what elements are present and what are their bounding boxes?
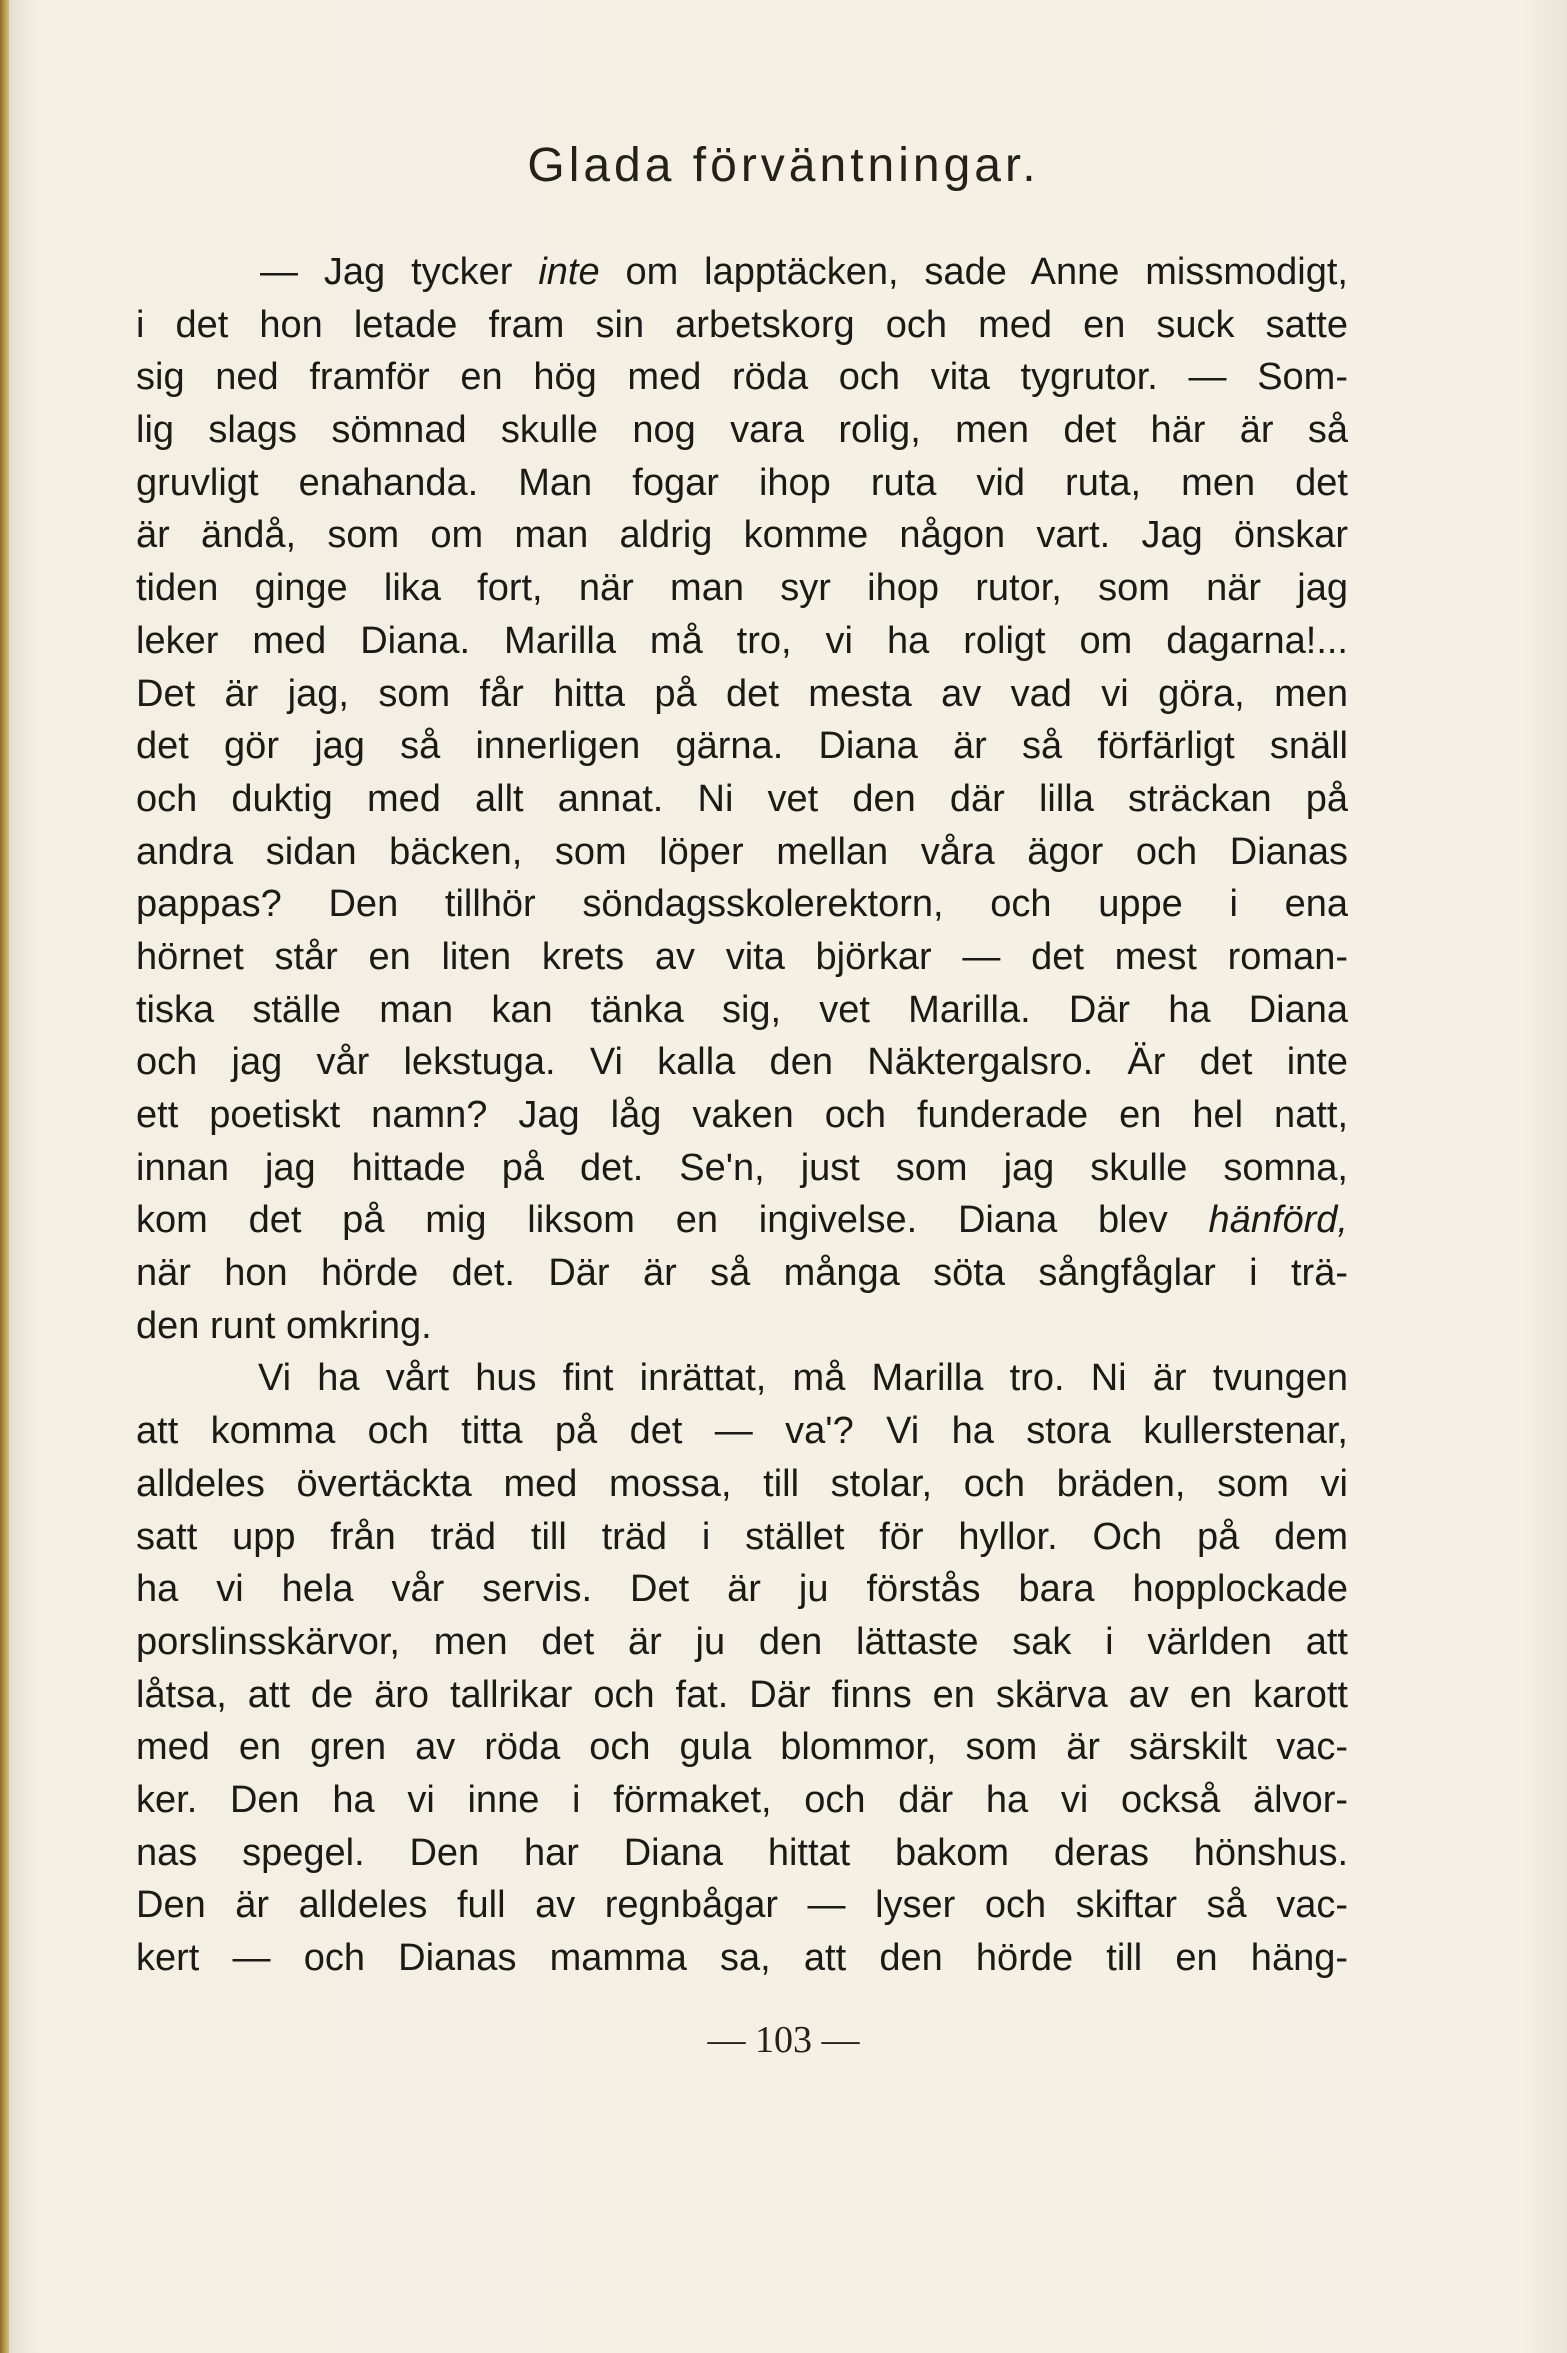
page-number: — 103 —	[707, 2019, 860, 2061]
text-line: — Jag tycker inte om lapptäcken, sade Anne missmodigt,	[260, 251, 1348, 293]
text-line: och duktig med allt annat. Ni vet den där lilla sträckan på	[136, 777, 1348, 820]
text-line: nas spegel. Den har Diana hittat bakom deras hönshus.	[136, 1831, 1348, 1874]
text-line: med en gren av röda och gula blommor, som är särskilt vac-	[136, 1726, 1348, 1769]
text-line: i det hon letade fram sin arbetskorg och med en suck satte	[136, 303, 1348, 346]
text-line: Vi ha vårt hus fint inrättat, må Marilla tro. Ni är tvungen	[258, 1357, 1348, 1400]
text-line: är ändå, som om man aldrig komme någon vart. Jag önskar	[136, 514, 1348, 557]
text-line: gruvligt enahanda. Man fogar ihop ruta vid ruta, men det	[136, 461, 1348, 504]
body-text	[136, 246, 1348, 1985]
text-line: ett poetiskt namn? Jag låg vaken och funderade en hel natt,	[136, 1094, 1348, 1136]
text-line: kert — och Dianas mamma sa, att den hörde till en häng-	[136, 1937, 1348, 1979]
text-line: tiden ginge lika fort, när man syr ihop rutor, som när jag	[136, 567, 1348, 610]
text-line: och jag vår lekstuga. Vi kalla den Näktergalsro. Är det inte	[136, 1041, 1348, 1084]
text-line: Det är jag, som får hitta på det mesta av vad vi göra, men	[136, 672, 1348, 715]
text-line: pappas? Den tillhör söndagsskolerektorn, och uppe i ena	[136, 883, 1348, 926]
text-line: lig slags sömnad skulle nog vara rolig, men det här är så	[136, 409, 1348, 452]
chapter-heading: Glada förväntningar.	[527, 139, 1040, 192]
text-line: porslinsskärvor, men det är ju den lättaste sak i världen att	[136, 1620, 1348, 1663]
text-line: andra sidan bäcken, som löper mellan våra ägor och Dianas	[136, 830, 1348, 873]
text-line: tiska ställe man kan tänka sig, vet Marilla. Där ha Diana	[136, 988, 1348, 1031]
text-line: låtsa, att de äro tallrikar och fat. Där finns en skärva av en karott	[136, 1673, 1348, 1716]
text-line: när hon hörde det. Där är så många söta sångfåglar i trä-	[136, 1252, 1348, 1295]
text-line: ker. Den ha vi inne i förmaket, och där ha vi också älvor-	[136, 1778, 1348, 1821]
text-line: kom det på mig liksom en ingivelse. Diana blev hänförd,	[136, 1199, 1348, 1242]
text-line: att komma och titta på det — va'? Vi ha stora kullerstenar,	[136, 1410, 1348, 1453]
text-line: alldeles övertäckta med mossa, till stolar, och bräden, som vi	[136, 1462, 1348, 1505]
page-gutter	[0, 0, 9, 2353]
text-line: satt upp från träd till träd i stället för hyllor. Och på dem	[136, 1515, 1348, 1558]
text-line: det gör jag så innerligen gärna. Diana är så förfärligt snäll	[136, 725, 1348, 768]
text-line: ha vi hela vår servis. Det är ju förstås bara hopplockade	[136, 1568, 1348, 1611]
text-line: Den är alldeles full av regnbågar — lyser och skiftar så vac-	[136, 1884, 1348, 1927]
text-line: leker med Diana. Marilla må tro, vi ha roligt om dagarna!...	[136, 619, 1348, 662]
text-line: hörnet står en liten krets av vita björkar — det mest roman-	[136, 935, 1348, 978]
text-line: den runt omkring.	[136, 1304, 432, 1347]
text-line: innan jag hittade på det. Se'n, just som jag skulle somna,	[136, 1146, 1348, 1189]
text-line: sig ned framför en hög med röda och vita tygrutor. — Som-	[136, 356, 1348, 399]
